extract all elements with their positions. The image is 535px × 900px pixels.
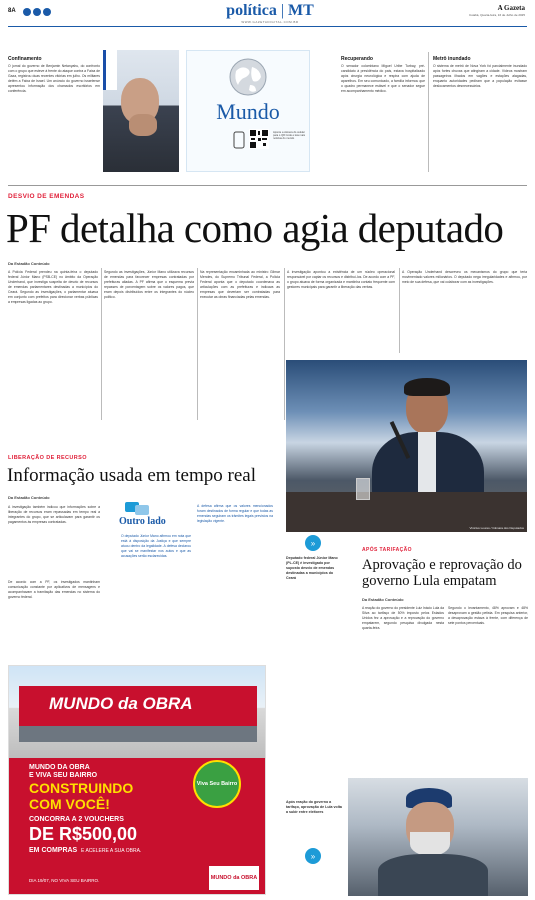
store-photo	[9, 666, 266, 758]
outro-lado-text-2: A defesa afirma que os valores mencionados foram destinados de forma regular e que todas as emendas seguiram os trâmites legais previstos na legislação vigente.	[197, 504, 273, 523]
newspaper-name: A Gazeta	[497, 4, 525, 12]
israel-flag	[103, 50, 117, 90]
outro-lado-box	[105, 500, 275, 655]
lula-caption: Após reação do governo a tarifaço, aprovação de Lula volta a subir entre eleitores	[286, 800, 342, 814]
section-url: WWW.GAZETADIGITAL.COM.BR	[241, 20, 299, 24]
main-col1: A Polícia Federal prendeu na quinta-feira o deputado federal Júnior Mano (PSB-CE) no âmbito da Operação Underhand, que investiga suspeita de desvio de recursos de emendas parlamentares destinadas a municípios do Ceará. Segundo as investigações, o parlamentar atuava em conjunto com prefeitos para direcionar verbas públicas a empresas ligadas ao grupo.	[8, 270, 98, 304]
phone-icon	[233, 131, 245, 149]
section-title: política	[226, 2, 277, 19]
main-divider-2	[197, 268, 198, 420]
brief-mid-text: O senador colombiano Miguel Uribe Turbay, pré-candidato à presidência do país, estava hospitalizado após cirurgia neurológica e respira com ajuda de aparelhos. Em seu comunicado, a família informou que o quadro permanece estável e que o senador segue em acompanhamento médico.	[341, 64, 425, 93]
ad-footer: DIA 19/07, NO VIVA SEU BAIRRO.	[29, 878, 100, 883]
sub-byline: Da Estadão Conteúdo	[8, 495, 50, 500]
ad-promo: CONCORRA A 2 VOUCHERS	[29, 816, 124, 823]
netanyahu-hand	[129, 114, 157, 136]
main-col2: Segundo as investigações, Júnior Mano utilizava recursos de emendas para favorecer empresas contratadas por prefeituras aliadas. A PF afirma que o esquema previa repasses de porcentagem sobre os valores pagos, que eram depois distribuídos entre os integrantes do núcleo político.	[104, 270, 194, 299]
main-divider-4	[399, 268, 400, 353]
brief-mid-title: Recuperando	[341, 56, 373, 62]
caption-arrow-icon: »	[305, 535, 321, 551]
sub-kicker: LIBERAÇÃO DE RECURSO	[8, 455, 87, 461]
outro-lado-title: Outro lado	[119, 516, 166, 527]
mundo-title: Mundo	[216, 99, 280, 124]
lula-body	[378, 854, 488, 896]
ad-badge-text: Viva Seu Bairro	[196, 780, 238, 787]
brief-right-text: O sistema de metrô de Nova York foi parcialmente inundado após fortes chuvas que atingiram a cidade. Vídeos mostram passageiros ilhados em vagões e estações alagadas, enquanto autoridades pediram que a população evitasse deslocamentos desnecessários.	[433, 64, 527, 88]
header-rule	[8, 26, 527, 27]
ad-line2: E VIVA SEU BAIRRO	[29, 772, 98, 779]
side-col1: A reação do governo do presidente Luiz Inácio Lula da Silva ao tarifaço de 50% imposto pelos Estados Unidos fez a aprovação e a reprovação do governo empatarem, segundo pesquisa divulgada nesta quarta-feira.	[362, 606, 444, 630]
photo-credit: Vinicius Loures / Câmara dos Deputados	[469, 526, 524, 530]
main-col3: Na representação encaminhada ao ministro Gilmar Mendes, do Supremo Tribunal Federal, a Polícia Federal aponta que o deputado coordenava as articulações com as prefeituras e indicava as empresas que deveriam ser contratadas para executar as obras financiadas pelas emendas.	[200, 270, 280, 299]
deputy-photo	[286, 360, 527, 532]
qr-code-icon	[249, 129, 269, 149]
netanyahu-photo	[103, 50, 179, 172]
ad-logo	[209, 866, 259, 890]
main-kicker: DESVIO DE EMENDAS	[8, 193, 85, 200]
briefs-rule	[8, 185, 527, 186]
ad-headline2: COM VOCÊ!	[29, 796, 110, 812]
ad-promo2: EM COMPRAS	[29, 847, 78, 854]
sub-col1: A investigação também indicou que informações sobre a liberação de recursos eram repassadas em tempo real a integrantes do grupo, que se articulavam para garantir os pagamentos às empresas contratadas.	[8, 505, 100, 524]
sub-headline: Informação usada em tempo real	[7, 465, 256, 486]
section-header: política | MT WWW.GAZETADIGITAL.COM.BR	[200, 2, 340, 24]
brief-divider	[428, 52, 429, 172]
mundo-box	[186, 50, 310, 172]
lula-photo	[348, 778, 528, 896]
main-headline: PF detalha como agia deputado	[6, 205, 504, 251]
ad-amount: DE R$500,00	[29, 824, 138, 844]
brief-right-title: Metrô inundado	[433, 56, 471, 62]
ad-logo-text: MUNDO da OBRA	[210, 875, 258, 881]
section-suffix: MT	[288, 2, 314, 19]
header-dots	[23, 8, 51, 16]
outro-lado-text: O deputado Júnior Mano afirmou em nota que está à disposição da Justiça e que sempre atuou dentro da legalidade. A defesa declarou que vai se manifestar nos autos e que as acusações serão esclarecidas.	[121, 534, 191, 558]
sub-col2: De acordo com a PF, os investigados mantinham comunicação constante por aplicativos de mensagens e acompanhavam a tramitação das emendas no sistema do governo federal.	[8, 580, 100, 599]
side-kicker: APÓS TARIFAÇÃO	[362, 547, 412, 553]
mundo-da-obra-ad[interactable]	[8, 665, 266, 895]
store-sign: MUNDO da OBRA	[49, 694, 193, 713]
speech-bubbles-icon	[125, 502, 149, 516]
brief-left-title: Confinamento	[8, 56, 42, 62]
ad-headline1: CONSTRUINDO	[29, 780, 134, 796]
store-windows	[19, 726, 257, 742]
side-byline: Da Estadão Conteúdo	[362, 597, 404, 602]
page-number: 8A	[8, 8, 16, 14]
caption-arrow-icon-2: »	[305, 848, 321, 864]
globe-icon	[228, 57, 268, 97]
date-line: Cuiabá, Quarta-feira, 16 de Julho de 2025	[468, 13, 525, 17]
main-divider-1	[101, 268, 102, 420]
ad-promo3: E ACELERE A SUA OBRA.	[81, 848, 142, 854]
ad-line1: MUNDO DA OBRA	[29, 764, 90, 771]
water-glass	[356, 478, 370, 500]
main-col4: A investigação apontou a existência de um núcleo operacional responsável por captar os recursos e distribuí-los. De acordo com a PF, o grupo atuava de forma organizada e mantinha contato frequente com gestores municipais para garantir a liberação das verbas.	[287, 270, 395, 289]
qr-caption: Aponte a câmera do celular para o QR Code e leia mais notícias do mundo	[273, 131, 306, 141]
ad-badge	[193, 760, 241, 808]
deputy-hair	[404, 378, 450, 396]
main-byline: Da Estadão Conteúdo	[8, 261, 50, 266]
main-col5: A Operação Underhand descreveu os mecanismos do grupo que teria movimentado valores milionários. O deputado nega irregularidades e afirmou, por meio de sua defesa, que vai colaborar com as investigações.	[402, 270, 527, 284]
lula-beard	[410, 832, 450, 856]
deputy-caption: Deputado federal Júnior Mano (PL-CE) é investigado por suposto desvio de emendas destinadas a municípios do Ceará	[286, 556, 338, 580]
main-divider-3	[284, 268, 285, 420]
side-col2: Segundo o levantamento, 48% aprovam e 48% desaprovam a gestão petista. Em pesquisa anterior, a desaprovação estava à frente, com diferença de sete pontos percentuais.	[448, 606, 528, 625]
deputy-shirt	[418, 432, 436, 492]
side-headline: Aprovação e reprovação do governo Lula empatam	[362, 557, 522, 589]
brief-left-text: O jornal do governo de Benjamin Netanyahu, do confronto com o grupo que esteve à frente do ataque contra a Faixa de Gaza, registrou duas recentes vitórias em julho. Os militares detêm a Faixa de Israel. Um anúncio do governo israelense apresentou informação dos chamados escritórios em conferência.	[8, 64, 100, 93]
